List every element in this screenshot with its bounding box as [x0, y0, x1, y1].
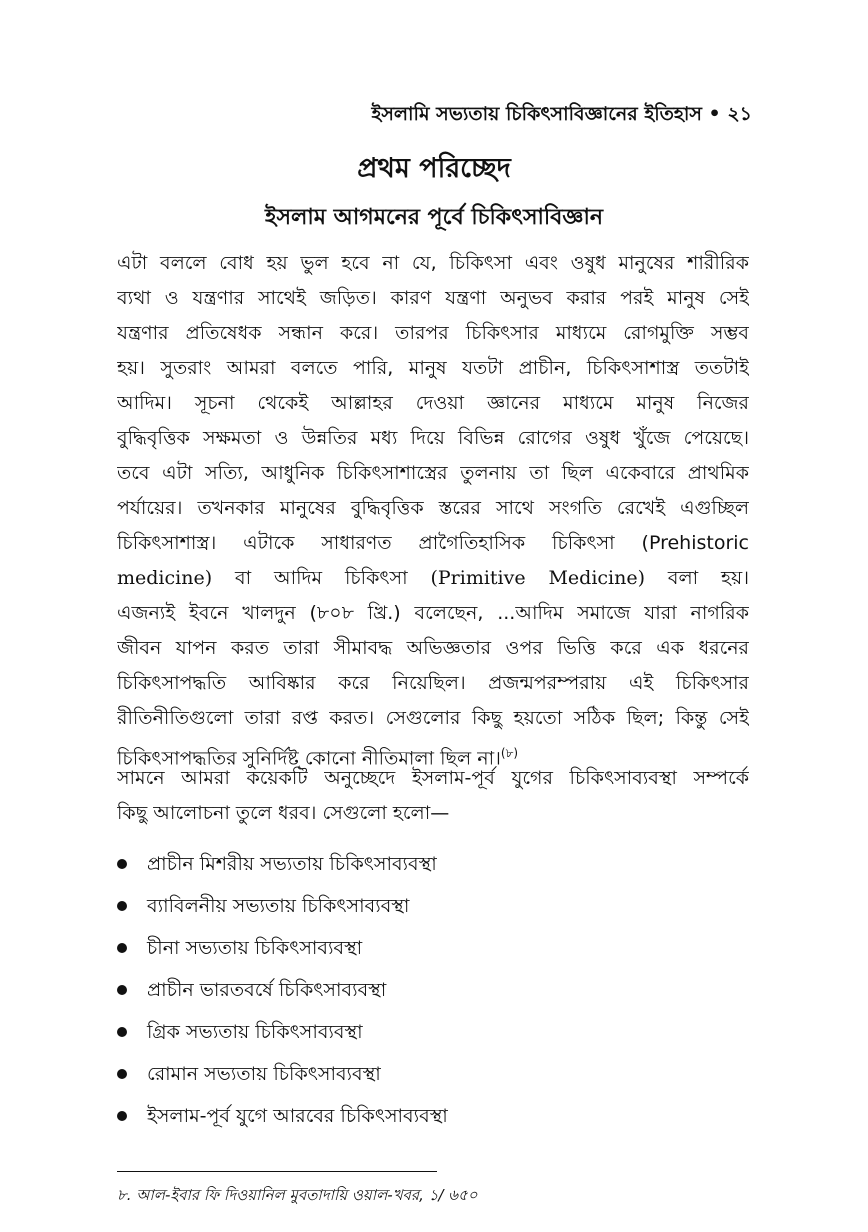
footnote-divider	[117, 1171, 437, 1172]
bullet-icon	[117, 943, 127, 953]
paragraph-line-text: চিকিৎসাপদ্ধতির সুনির্দিষ্ট কোনো নীতিমালা ছিল না।	[117, 747, 501, 770]
list-item-label: গ্রিক সভ্যতায় চিকিৎসাব্যবস্থা	[147, 1021, 363, 1043]
list-item-label: ইসলাম-পূর্ব যুগে আরবের চিকিৎসাব্যবস্থা	[147, 1105, 448, 1127]
bullet-icon	[117, 859, 127, 869]
paragraph-line: তবে এটা সত্যি, আধুনিক চিকিৎসাশাস্ত্রের তুলনায় তা ছিল একেবারে প্রাথমিক	[117, 462, 749, 484]
list-item	[117, 1011, 757, 1053]
bullet-icon	[117, 1069, 127, 1079]
bullet-list	[117, 843, 757, 1137]
list-item	[117, 1053, 757, 1095]
paragraph-line: বুদ্ধিবৃত্তিক সক্ষমতা ও উন্নতির মধ্য দিয়ে বিভিন্ন রোগের ওষুধ খুঁজে পেয়েছে।	[117, 427, 749, 449]
list-item-label: প্রাচীন ভারতবর্ষে চিকিৎসাব্যবস্থা	[147, 979, 387, 1001]
paragraph-line: এজন্যই ইবনে খালদুন (৮০৮ খ্রি.) বলেছেন, ...আদিম সমাজে যারা নাগরিক	[117, 602, 749, 624]
list-item	[117, 927, 757, 969]
list-item	[117, 1095, 757, 1137]
paragraph-2	[117, 761, 749, 831]
paragraph-line: আদিম। সূচনা থেকেই আল্লাহর দেওয়া জ্ঞানের মাধ্যমে মানুষ নিজের	[117, 392, 749, 414]
bullet-icon	[117, 1027, 127, 1037]
paragraph-line: রীতিনীতিগুলো তারা রপ্ত করত। সেগুলোর কিছু হয়তো সঠিক ছিল; কিন্তু সেই	[117, 707, 749, 729]
paragraph-line: medicine) বা আদিম চিকিৎসা (Primitive Medicine) বলা হয়।	[117, 567, 749, 589]
list-item	[117, 843, 757, 885]
bullet-icon	[117, 985, 127, 995]
chapter-title: প্রথম পরিচ্ছেদ	[357, 153, 511, 184]
paragraph-line: ব্যথা ও যন্ত্রণার সাথেই জড়িত। কারণ যন্ত্রণা অনুভব করার পরই মানুষ সেই	[117, 287, 749, 309]
list-item-label: প্রাচীন মিশরীয় সভ্যতায় চিকিৎসাব্যবস্থা	[147, 853, 437, 875]
footnote-marker[interactable]: (৮)	[500, 746, 519, 760]
bullet-icon	[117, 901, 127, 911]
list-item	[117, 969, 757, 1011]
bullet-icon	[117, 1111, 127, 1121]
paragraph-line: হয়। সুতরাং আমরা বলতে পারি, মানুষ যতটা প্রাচীন, চিকিৎসাশাস্ত্র ততটাই	[117, 357, 749, 379]
paragraph-line: চিকিৎসাপদ্ধতি আবিষ্কার করে নিয়েছিল। প্রজন্মপরম্পরায় এই চিকিৎসার	[117, 672, 749, 694]
paragraph-line: সামনে আমরা কয়েকটি অনুচ্ছেদে ইসলাম-পূর্ব যুগের চিকিৎসাব্যবস্থা সম্পর্কে	[117, 767, 749, 789]
paragraph-line: এটা বললে বোধ হয় ভুল হবে না যে, চিকিৎসা এবং ওষুধ মানুষের শারীরিক	[117, 252, 749, 274]
list-item	[117, 885, 757, 927]
footnote: ৮. আল-ইবার ফি দিওয়ানিল মুবতাদায়ি ওয়াল-খবর, ১/ ৬৫০	[117, 1186, 478, 1204]
paragraph-line: জীবন যাপন করত তারা সীমাবদ্ধ অভিজ্ঞতার ওপর ভিত্তি করে এক ধরনের	[117, 637, 749, 659]
list-item-label: ব্যাবিলনীয় সভ্যতায় চিকিৎসাব্যবস্থা	[147, 895, 410, 917]
section-title: ইসলাম আগমনের পূর্বে চিকিৎসাবিজ্ঞান	[265, 205, 603, 230]
list-item-label: রোমান সভ্যতায় চিকিৎসাব্যবস্থা	[147, 1063, 381, 1085]
paragraph-line: কিছু আলোচনা তুলে ধরব। সেগুলো হলো—	[117, 802, 450, 824]
paragraph-line: চিকিৎসাশাস্ত্র। এটাকে সাধারণত প্রাগৈতিহাসিক চিকিৎসা (Prehistoric	[117, 532, 749, 554]
list-item-label: চীনা সভ্যতায় চিকিৎসাব্যবস্থা	[147, 937, 363, 959]
paragraph-line: পর্যায়ের। তখনকার মানুষের বুদ্ধিবৃত্তিক স্তরের সাথে সংগতি রেখেই এগুচ্ছিল	[117, 497, 749, 519]
paragraph-1	[117, 246, 749, 771]
running-header: ইসলামি সভ্যতায় চিকিৎসাবিজ্ঞানের ইতিহাস • ২১	[371, 103, 752, 125]
paragraph-line: যন্ত্রণার প্রতিষেধক সন্ধান করে। তারপর চিকিৎসার মাধ্যমে রোগমুক্তি সম্ভব	[117, 322, 749, 344]
